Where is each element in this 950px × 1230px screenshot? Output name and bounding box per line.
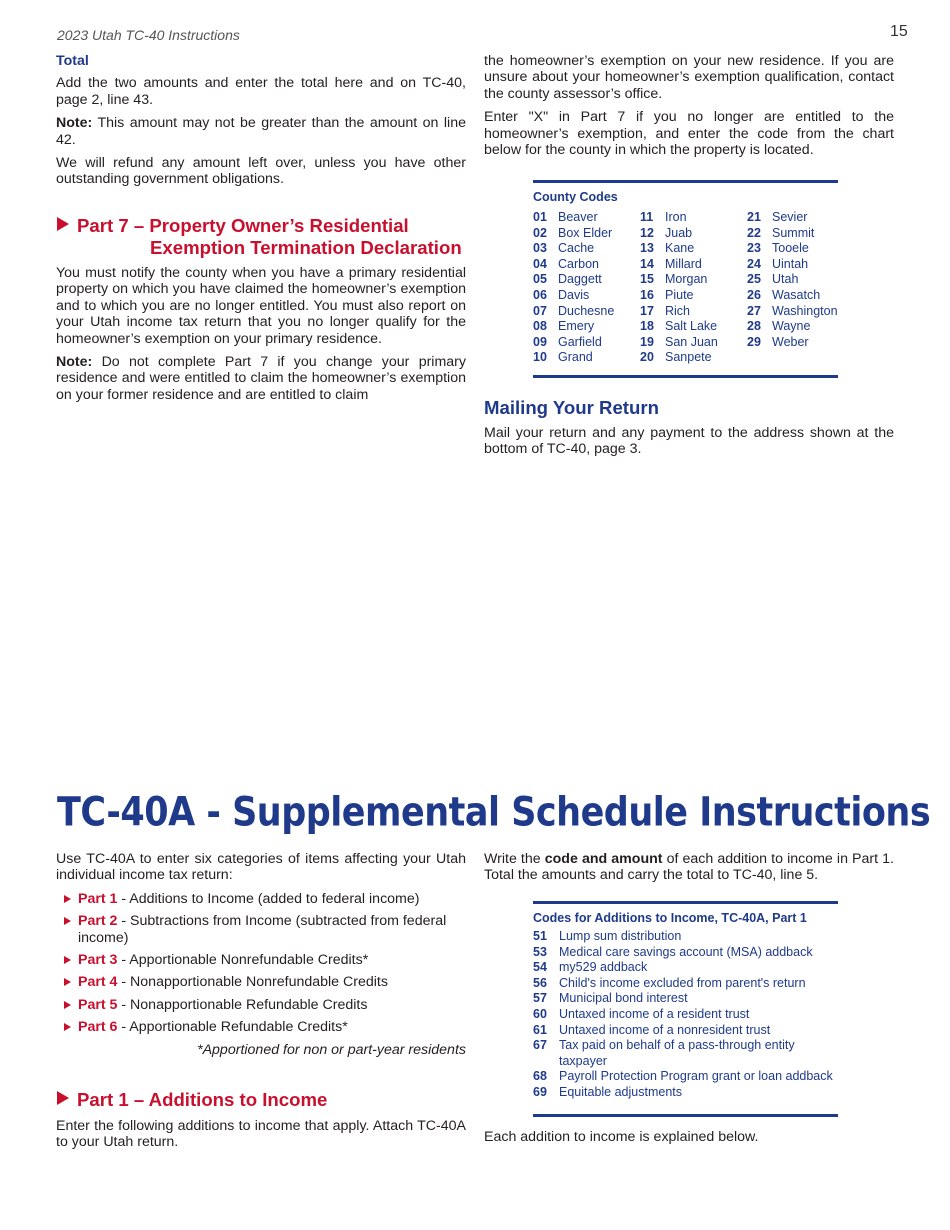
triangle-bullet-icon — [64, 1001, 71, 1009]
document-header-title: 2023 Utah TC-40 Instructions — [57, 27, 240, 43]
part-list-item — [56, 997, 466, 1013]
county-code-number: 07 — [533, 303, 547, 318]
part7-text: You must notify the county when you have a primary residential property on which you have claimed the homeowner’s exemption and to which you are no longer entitled. You must also report on your Utah income tax return that you no longer qualify for the homeowner’s exemption on your primary residence. — [56, 265, 466, 347]
county-code-number: 13 — [640, 241, 654, 256]
apportioned-footnote: *Apportioned for non or part-year residents — [197, 1041, 466, 1058]
county-code-number: 21 — [747, 210, 761, 224]
part-label: Part 2 — [78, 913, 118, 930]
county-code-number: 06 — [533, 287, 547, 302]
addition-code-description: Payroll Protection Program grant or loan addback — [559, 1069, 833, 1084]
note-line-42 — [56, 115, 466, 148]
part-list-item — [56, 952, 466, 968]
county-code-number: 03 — [533, 241, 547, 256]
county-code-row — [533, 304, 614, 320]
county-code-row — [640, 350, 718, 366]
county-name: Davis — [558, 287, 590, 302]
county-name: Kane — [665, 241, 695, 256]
county-code-number: 18 — [640, 319, 654, 334]
addition-code-row — [533, 1038, 838, 1069]
county-name: Box Elder — [558, 225, 613, 240]
addition-code-description: Medical care savings account (MSA) addback — [559, 944, 813, 959]
county-name: Wayne — [772, 319, 811, 334]
county-code-number: 22 — [747, 225, 761, 240]
county-code-number: 19 — [640, 334, 654, 349]
county-code-row — [533, 288, 614, 304]
addition-code-number: 54 — [533, 960, 547, 975]
explained-body — [484, 1129, 894, 1152]
county-name: San Juan — [665, 334, 718, 349]
county-code-number: 20 — [640, 350, 654, 365]
note-text: Do not complete Part 7 if you change your primary residence and were entitled to claim the homeowner’s exemption on your former residence and are entitled to claim — [56, 354, 466, 403]
part-description: - Apportionable Refundable Credits* — [117, 1019, 348, 1036]
county-code-row — [747, 304, 838, 320]
write-pre: Write the — [484, 851, 545, 867]
county-name: Uintah — [772, 256, 809, 271]
county-code-row — [533, 335, 614, 351]
county-code-row — [533, 241, 614, 257]
part-description: - Nonapportionable Nonrefundable Credits — [117, 974, 388, 991]
part-description: - Subtractions from Income (subtracted from federal income) — [78, 913, 447, 946]
triangle-bullet-icon — [64, 978, 71, 986]
county-name: Sanpete — [665, 350, 712, 365]
addition-code-row — [533, 976, 838, 992]
county-code-row — [533, 319, 614, 335]
part1-heading — [57, 1089, 327, 1111]
addition-code-description: Child's income excluded from parent's return — [559, 975, 806, 990]
mailing-text: Mail your return and any payment to the address shown at the bottom of TC-40, page 3. — [484, 425, 894, 458]
triangle-bullet-icon — [64, 1023, 71, 1031]
county-code-number: 02 — [533, 225, 547, 240]
tc40a-title: TC-40A - Supplemental Schedule Instructions — [57, 790, 931, 836]
county-name: Millard — [665, 256, 702, 271]
county-code-number: 29 — [747, 334, 761, 349]
refund-text: We will refund any amount left over, unless you have other outstanding government obligations. — [56, 155, 466, 188]
continued-text: the homeowner’s exemption on your new residence. If you are unsure about your homeowner’s exemption qualification, contact the county assessor’s office. — [484, 53, 894, 102]
addition-code-description: Tax paid on behalf of a pass-through entity taxpayer — [559, 1038, 795, 1068]
county-name: Garfield — [558, 334, 602, 349]
county-name: Grand — [558, 350, 593, 365]
addition-code-number: 68 — [533, 1069, 547, 1084]
county-code-row — [747, 226, 838, 242]
county-code-row — [533, 350, 614, 366]
county-name: Rich — [665, 303, 691, 318]
part-label: Part 3 — [78, 952, 118, 969]
county-code-row — [747, 319, 838, 335]
county-name: Tooele — [772, 241, 809, 256]
addition-code-number: 53 — [533, 944, 547, 959]
part7-heading-line1: Part 7 – Property Owner’s Residential — [77, 215, 409, 236]
county-code-row — [747, 241, 838, 257]
note-label: Note: — [56, 354, 93, 371]
addition-code-row — [533, 991, 838, 1007]
county-code-number: 17 — [640, 303, 654, 318]
note-label: Note: — [56, 115, 93, 132]
part-description: - Apportionable Nonrefundable Credits* — [117, 952, 369, 969]
county-code-row — [747, 210, 838, 226]
write-post: of each addition to income in Part 1. Total the amounts and carry the total to TC-40, line 5. — [484, 851, 894, 884]
part1-text: Enter the following additions to income that apply. Attach TC-40A to your Utah return. — [56, 1118, 466, 1151]
county-code-row — [640, 335, 718, 351]
part-list-item — [56, 1019, 466, 1035]
county-code-row — [640, 319, 718, 335]
county-code-row — [640, 210, 718, 226]
county-code-number: 25 — [747, 272, 761, 287]
parts-list — [56, 891, 466, 1036]
county-code-row — [747, 257, 838, 273]
county-name: Iron — [665, 210, 687, 224]
addition-code-description: Equitable adjustments — [559, 1084, 682, 1099]
addition-code-number: 56 — [533, 975, 547, 990]
county-codes-title: County Codes — [533, 190, 618, 204]
addition-code-description: Municipal bond interest — [559, 991, 688, 1006]
county-code-number: 23 — [747, 241, 761, 256]
part-list-item — [56, 974, 466, 990]
county-code-number: 09 — [533, 334, 547, 349]
mailing-body — [484, 425, 894, 465]
triangle-bullet-icon — [57, 1091, 69, 1105]
county-code-row — [533, 226, 614, 242]
county-code-row — [747, 272, 838, 288]
enter-x-text: Enter "X" in Part 7 if you no longer are entitled to the homeowner’s exemption, and enter the code from the chart below for the county in which the property is located. — [484, 109, 894, 159]
county-code-number: 27 — [747, 303, 761, 318]
page-number: 15 — [890, 23, 908, 40]
triangle-bullet-icon — [64, 956, 71, 964]
part7-body — [56, 265, 466, 410]
county-name: Piute — [665, 287, 694, 302]
county-name: Carbon — [558, 256, 599, 271]
county-name: Salt Lake — [665, 319, 718, 334]
part7-heading — [57, 215, 462, 259]
explained-text: Each addition to income is explained below. — [484, 1129, 759, 1145]
addition-code-row — [533, 1023, 838, 1039]
county-name: Emery — [558, 319, 595, 334]
part-label: Part 5 — [78, 996, 118, 1013]
addition-code-number: 69 — [533, 1084, 547, 1099]
addition-code-row — [533, 945, 838, 961]
addition-code-number: 61 — [533, 1022, 547, 1037]
county-code-row — [640, 257, 718, 273]
addition-code-number: 57 — [533, 991, 547, 1006]
write-code-text — [484, 851, 894, 884]
county-code-row — [640, 241, 718, 257]
addition-code-number: 60 — [533, 1006, 547, 1021]
county-code-row — [747, 288, 838, 304]
county-code-number: 05 — [533, 272, 547, 287]
total-text: Add the two amounts and enter the total here and on TC-40, page 2, line 43. — [56, 75, 466, 108]
county-code-row — [533, 257, 614, 273]
county-name: Daggett — [558, 272, 602, 287]
tc40a-intro: Use TC-40A to enter six categories of items affecting your Utah individual income tax return: — [56, 851, 466, 884]
part7-heading-line2: Exemption Termination Declaration — [150, 237, 462, 258]
county-code-number: 14 — [640, 256, 654, 271]
county-codes-column-2 — [640, 210, 718, 366]
county-name: Summit — [772, 225, 815, 240]
county-code-number: 15 — [640, 272, 654, 287]
additions-codes-box — [533, 901, 838, 1117]
part-label: Part 6 — [78, 1019, 118, 1036]
county-name: Wasatch — [772, 287, 821, 302]
triangle-bullet-icon — [64, 895, 71, 903]
part-label: Part 4 — [78, 974, 118, 991]
note-text: This amount may not be greater than the amount on line 42. — [56, 115, 466, 148]
county-code-row — [747, 335, 838, 351]
county-codes-column-1 — [533, 210, 614, 366]
write-bold: code and amount — [544, 851, 663, 867]
county-code-number: 24 — [747, 256, 761, 271]
county-name: Utah — [772, 272, 799, 287]
triangle-bullet-icon — [57, 217, 69, 231]
county-code-number: 16 — [640, 287, 654, 302]
part-description: - Nonapportionable Refundable Credits — [117, 996, 368, 1013]
additions-codes-list — [533, 929, 838, 1101]
part-description: - Additions to Income (added to federal income) — [117, 890, 420, 907]
addition-code-row — [533, 929, 838, 945]
part-list-item — [56, 913, 466, 946]
county-name: Weber — [772, 334, 809, 349]
county-code-number: 10 — [533, 350, 547, 365]
county-name: Beaver — [558, 210, 598, 224]
county-name: Duchesne — [558, 303, 615, 318]
county-name: Morgan — [665, 272, 708, 287]
tc40a-left-column — [56, 851, 466, 1058]
addition-code-row — [533, 1069, 838, 1085]
county-code-number: 04 — [533, 256, 547, 271]
addition-code-number: 51 — [533, 929, 547, 943]
mailing-heading: Mailing Your Return — [484, 397, 659, 418]
county-codes-column-3 — [747, 210, 838, 350]
county-code-row — [640, 226, 718, 242]
right-top-column — [484, 53, 894, 165]
county-code-row — [640, 304, 718, 320]
county-code-row — [533, 210, 614, 226]
total-heading: Total — [56, 53, 89, 69]
left-top-column — [56, 53, 466, 195]
county-code-number: 11 — [640, 210, 654, 224]
addition-code-description: Untaxed income of a nonresident trust — [559, 1022, 771, 1037]
county-name: Juab — [665, 225, 693, 240]
county-code-row — [640, 272, 718, 288]
part-list-item — [56, 891, 466, 907]
addition-code-row — [533, 1085, 838, 1101]
county-code-number: 12 — [640, 225, 654, 240]
county-name: Sevier — [772, 210, 808, 224]
tc40a-right-column — [484, 851, 894, 891]
addition-code-description: Lump sum distribution — [559, 929, 682, 943]
addition-code-row — [533, 1007, 838, 1023]
part7-note — [56, 354, 466, 403]
part1-body — [56, 1118, 466, 1158]
addition-code-description: my529 addback — [559, 960, 648, 975]
county-code-number: 26 — [747, 287, 761, 302]
triangle-bullet-icon — [64, 917, 71, 925]
addition-code-description: Untaxed income of a resident trust — [559, 1006, 750, 1021]
county-code-row — [533, 272, 614, 288]
county-code-number: 28 — [747, 319, 761, 334]
part1-heading-text: Part 1 – Additions to Income — [77, 1089, 328, 1110]
addition-code-number: 67 — [533, 1038, 547, 1053]
county-code-number: 01 — [533, 210, 547, 224]
county-name: Washington — [772, 303, 838, 318]
county-codes-box — [533, 180, 838, 378]
county-code-number: 08 — [533, 319, 547, 334]
additions-codes-title: Codes for Additions to Income, TC-40A, Part 1 — [533, 911, 807, 925]
county-name: Cache — [558, 241, 595, 256]
addition-code-row — [533, 960, 838, 976]
part-label: Part 1 — [78, 890, 118, 907]
county-code-row — [640, 288, 718, 304]
